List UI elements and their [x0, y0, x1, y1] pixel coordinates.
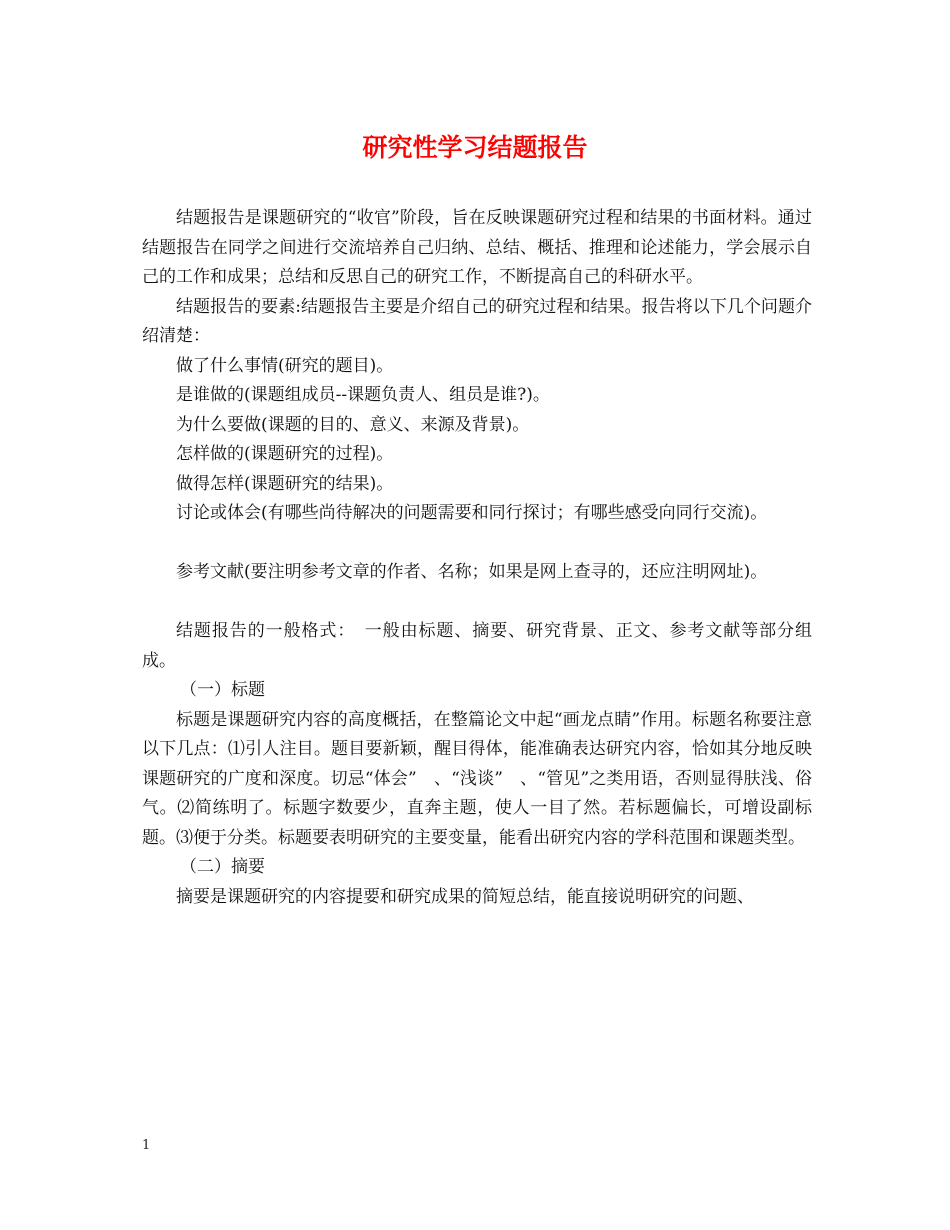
document-title: 研究性学习结题报告 — [362, 133, 588, 162]
page-number: 1 — [142, 1138, 151, 1153]
paragraph-title-rules: 标题是课题研究内容的高度概括，在整篇论文中起“画龙点睛”作用。标题名称要注意以下几点：⑴引人注目。题目要新颖，醒目得体，能准确表达研究内容，恰如其分地反映课题研究的广度和深度。切忌“体会” 、“浅谈” 、“管见”之类用语，否则显得肤浅、俗气。⑵简练明了。标题字数要少，直奔主题，使人一目了然。若标题偏长，可增设副标题。⑶便于分类。标题要表明研究的主要变量，能看出研究内容的学科范围和课题类型。 — [142, 709, 812, 848]
list-item-discussion: 讨论或体会(有哪些尚待解决的问题需要和同行探讨；有哪些感受向同行交流)。 — [176, 503, 768, 523]
section-heading-title: （一）标题 — [180, 680, 265, 700]
paragraph-references: 参考文献(要注明参考文章的作者、名称；如果是网上查寻的，还应注明网址)。 — [176, 562, 768, 582]
list-item-how: 怎样做的(课题研究的过程)。 — [176, 444, 394, 464]
paragraph-intro: 结题报告是课题研究的“收官”阶段，旨在反映课题研究过程和结果的书面材料。通过结题报告在同学之间进行交流培养自己归纳、总结、概括、推理和论述能力，学会展示自己的工作和成果；总结和反思自己的研究工作，不断提高自己的科研水平。 — [142, 208, 812, 287]
paragraph-format: 结题报告的一般格式： 一般由标题、摘要、研究背景、正文、参考文献等部分组成。 — [142, 621, 812, 671]
section-heading-abstract: （二）摘要 — [180, 857, 265, 877]
list-item-result: 做得怎样(课题研究的结果)。 — [176, 473, 394, 494]
list-item-why: 为什么要做(课题的目的、意义、来源及背景)。 — [176, 414, 530, 435]
document-body — [142, 204, 812, 912]
paragraph-abstract: 摘要是课题研究的内容提要和研究成果的简短总结，能直接说明研究的问题、 — [176, 886, 754, 907]
list-item-what: 做了什么事情(研究的题目)。 — [176, 355, 394, 376]
paragraph-elements: 结题报告的要素:结题报告主要是介绍自己的研究过程和结果。报告将以下几个问题介绍清楚： — [142, 296, 812, 346]
list-item-who: 是谁做的(课题组成员--课题负责人、组员是谁?)。 — [176, 385, 550, 405]
